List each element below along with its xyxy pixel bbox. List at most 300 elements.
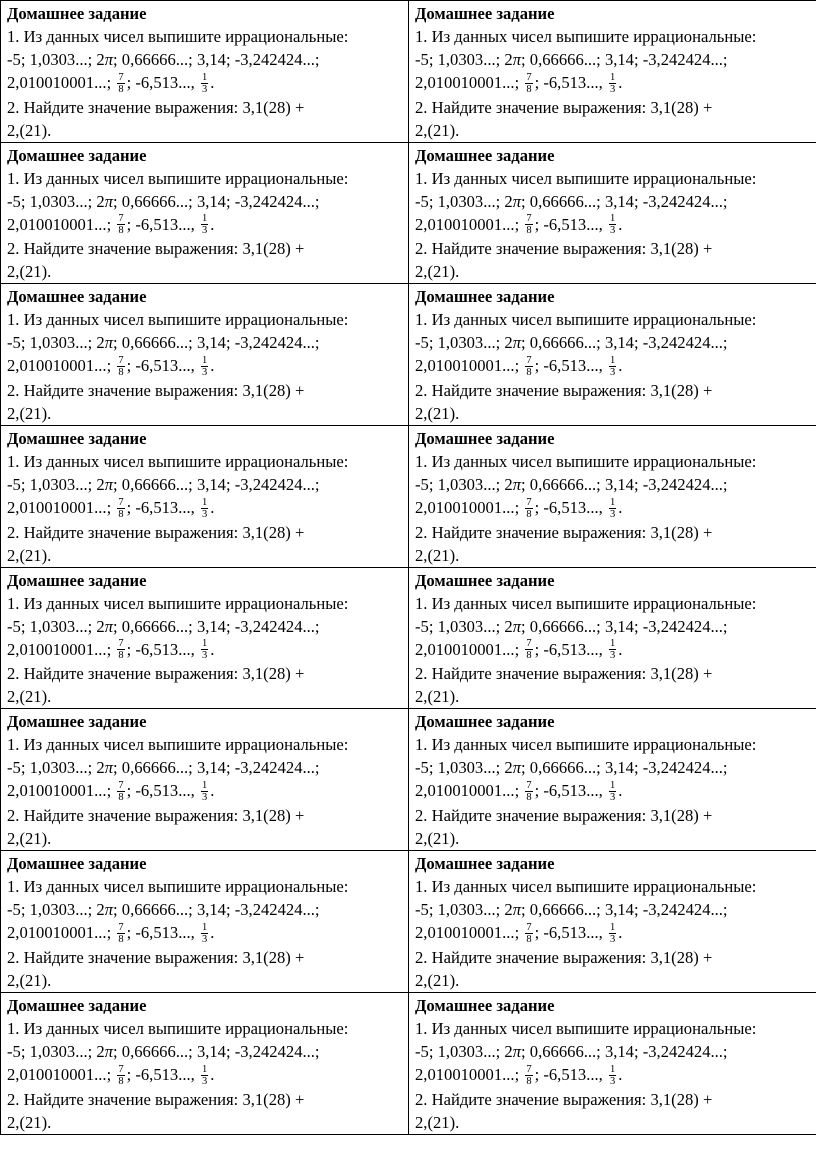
fraction-numerator: 7 xyxy=(118,355,124,367)
task1-numbers-line1 xyxy=(415,331,813,354)
numbers-part: ; 0,66666...; 3,14; -3,242424...; xyxy=(521,191,728,211)
card-title: Домашнее задание xyxy=(415,4,555,23)
task2-line2: 2,(21). xyxy=(415,262,460,282)
task1-numbers-line1 xyxy=(7,331,405,354)
fraction-denominator: 3 xyxy=(609,650,616,662)
fraction-numerator: 7 xyxy=(526,213,532,225)
task1-numbers-line1 xyxy=(7,190,405,213)
numbers-part: -5; 1,0303...; 2 xyxy=(7,900,105,920)
numbers-part: . xyxy=(210,73,215,92)
fraction-numerator: 1 xyxy=(609,355,616,367)
fraction-numerator: 1 xyxy=(609,1063,616,1075)
numbers-part: -5; 1,0303...; 2 xyxy=(415,900,513,920)
fraction-seven-eighths xyxy=(117,213,124,236)
numbers-part: ; -6,513..., xyxy=(534,923,603,943)
homework-card xyxy=(409,567,816,709)
task2-line1: 2. Найдите значение выражения: 3,1(28) + xyxy=(415,381,713,401)
fraction-denominator: 3 xyxy=(609,83,616,95)
numbers-part: -5; 1,0303...; 2 xyxy=(415,50,513,69)
numbers-part: 2,010010001...; xyxy=(415,214,520,234)
card-title: Домашнее задание xyxy=(415,429,555,449)
task1-numbers-line1 xyxy=(415,1040,813,1063)
task2-line1: 2. Найдите значение выражения: 3,1(28) + xyxy=(7,522,305,542)
numbers-part: ; -6,513..., xyxy=(126,639,195,659)
fraction-seven-eighths xyxy=(117,1064,124,1087)
fraction-seven-eighths xyxy=(525,1064,532,1087)
task1-numbers-line1 xyxy=(7,473,405,496)
numbers-part: ; -6,513..., xyxy=(126,356,195,376)
task2-line2: 2,(21). xyxy=(7,404,52,424)
numbers-part: 2,010010001...; xyxy=(415,498,520,518)
task1-numbers-line2 xyxy=(415,921,813,946)
fraction-numerator: 7 xyxy=(526,496,532,508)
pi-symbol: π xyxy=(512,50,522,69)
fraction-one-third xyxy=(201,638,208,661)
fraction-numerator: 7 xyxy=(526,780,532,792)
task2-line1: 2. Найдите значение выражения: 3,1(28) + xyxy=(7,381,305,401)
homework-card xyxy=(409,992,816,1134)
fraction-one-third xyxy=(201,72,208,95)
task2-line2: 2,(21). xyxy=(415,829,460,849)
numbers-part: -5; 1,0303...; 2 xyxy=(7,475,105,495)
task1-numbers-line2 xyxy=(7,71,405,96)
fraction-one-third xyxy=(201,1064,208,1087)
numbers-part: 2,010010001...; xyxy=(7,781,112,801)
numbers-part: -5; 1,0303...; 2 xyxy=(7,333,105,353)
task2-line1: 2. Найдите значение выражения: 3,1(28) + xyxy=(415,97,713,117)
numbers-part: ; 0,66666...; 3,14; -3,242424...; xyxy=(113,900,320,920)
task2-line1: 2. Найдите значение выражения: 3,1(28) + xyxy=(415,947,713,967)
task1-numbers-line2 xyxy=(415,496,813,521)
task2-line1: 2. Найдите значение выражения: 3,1(28) + xyxy=(7,947,305,967)
card-title: Домашнее задание xyxy=(415,287,555,307)
fraction-one-third xyxy=(609,780,616,803)
fraction-seven-eighths xyxy=(117,922,124,945)
numbers-part: . xyxy=(618,923,623,943)
homework-card xyxy=(409,1,816,143)
fraction-numerator: 1 xyxy=(609,496,616,508)
task2-line2: 2,(21). xyxy=(7,1112,52,1132)
fraction-denominator: 8 xyxy=(526,1075,532,1087)
fraction-denominator: 8 xyxy=(526,367,532,379)
numbers-part: -5; 1,0303...; 2 xyxy=(7,616,105,636)
task2-line2: 2,(21). xyxy=(7,120,52,140)
numbers-part: . xyxy=(618,214,623,234)
task1-intro: 1. Из данных чисел выпишите иррациональные: xyxy=(415,877,757,897)
fraction-one-third xyxy=(201,780,208,803)
numbers-part: 2,010010001...; xyxy=(7,498,112,518)
fraction-numerator: 1 xyxy=(201,71,208,83)
card-title: Домашнее задание xyxy=(415,570,555,590)
numbers-part: ; 0,66666...; 3,14; -3,242424...; xyxy=(521,616,728,636)
numbers-part: . xyxy=(210,1064,215,1084)
homework-card xyxy=(409,851,816,993)
numbers-part: ; -6,513..., xyxy=(534,498,603,518)
table-row xyxy=(1,284,816,426)
homework-card xyxy=(1,567,409,709)
table-row xyxy=(1,142,816,284)
task1-numbers-line2 xyxy=(415,71,813,96)
card-title: Домашнее задание xyxy=(415,145,555,165)
fraction-denominator: 8 xyxy=(118,792,124,804)
task2-line1: 2. Найдите значение выражения: 3,1(28) + xyxy=(7,806,305,826)
numbers-part: ; -6,513..., xyxy=(534,214,603,234)
fraction-denominator: 8 xyxy=(526,225,532,237)
fraction-one-third xyxy=(201,497,208,520)
numbers-part: 2,010010001...; xyxy=(415,356,520,376)
numbers-part: -5; 1,0303...; 2 xyxy=(415,475,513,495)
task1-numbers-line1 xyxy=(415,756,813,779)
fraction-numerator: 1 xyxy=(201,213,208,225)
task1-intro: 1. Из данных чисел выпишите иррациональные: xyxy=(7,310,349,330)
task2-line1: 2. Найдите значение выражения: 3,1(28) + xyxy=(415,664,713,684)
numbers-part: ; 0,66666...; 3,14; -3,242424...; xyxy=(113,333,320,353)
task1-numbers-line2 xyxy=(415,354,813,379)
task2-line2: 2,(21). xyxy=(415,1112,460,1132)
numbers-part: . xyxy=(210,781,215,801)
fraction-seven-eighths xyxy=(525,497,532,520)
card-title: Домашнее задание xyxy=(415,712,555,732)
numbers-part: ; -6,513..., xyxy=(126,781,195,801)
task1-intro: 1. Из данных чисел выпишите иррациональные: xyxy=(415,735,757,755)
numbers-part: -5; 1,0303...; 2 xyxy=(415,758,513,778)
pi-symbol: π xyxy=(512,191,522,211)
card-title: Домашнее задание xyxy=(7,429,147,449)
homework-card xyxy=(1,142,409,284)
homework-card xyxy=(409,284,816,426)
task1-numbers-line1 xyxy=(7,615,405,638)
fraction-one-third xyxy=(609,1064,616,1087)
fraction-denominator: 8 xyxy=(526,83,532,95)
pi-symbol: π xyxy=(512,616,522,636)
pi-symbol: π xyxy=(104,900,114,920)
task1-numbers-line2 xyxy=(415,779,813,804)
fraction-denominator: 3 xyxy=(609,792,616,804)
task2-line1: 2. Найдите значение выражения: 3,1(28) + xyxy=(415,239,713,259)
numbers-part: 2,010010001...; xyxy=(415,781,520,801)
homework-card xyxy=(409,709,816,851)
fraction-numerator: 1 xyxy=(201,496,208,508)
fraction-numerator: 7 xyxy=(118,638,124,650)
homework-card xyxy=(1,851,409,993)
task1-intro: 1. Из данных чисел выпишите иррациональные: xyxy=(415,168,757,188)
fraction-denominator: 8 xyxy=(118,367,124,379)
numbers-part: 2,010010001...; xyxy=(7,639,112,659)
task1-numbers-line2 xyxy=(7,213,405,238)
table-row xyxy=(1,851,816,993)
fraction-denominator: 8 xyxy=(526,508,532,520)
task2-line2: 2,(21). xyxy=(7,829,52,849)
task1-numbers-line1 xyxy=(7,756,405,779)
fraction-numerator: 7 xyxy=(526,355,532,367)
fraction-denominator: 3 xyxy=(201,1075,208,1087)
numbers-part: ; -6,513..., xyxy=(534,639,603,659)
fraction-numerator: 7 xyxy=(118,71,124,83)
table-row xyxy=(1,992,816,1134)
task1-numbers-line2 xyxy=(7,638,405,663)
fraction-seven-eighths xyxy=(525,72,532,95)
task1-numbers-line1 xyxy=(415,615,813,638)
numbers-part: 2,010010001...; xyxy=(415,1064,520,1084)
fraction-numerator: 7 xyxy=(118,496,124,508)
numbers-part: 2,010010001...; xyxy=(7,356,112,376)
fraction-denominator: 8 xyxy=(526,933,532,945)
fraction-numerator: 1 xyxy=(201,638,208,650)
numbers-part: ; -6,513..., xyxy=(534,73,603,92)
numbers-part: ; -6,513..., xyxy=(126,1064,195,1084)
task2-line2: 2,(21). xyxy=(415,545,460,565)
numbers-part: ; 0,66666...; 3,14; -3,242424...; xyxy=(113,475,320,495)
table-row xyxy=(1,426,816,568)
pi-symbol: π xyxy=(104,616,114,636)
numbers-part: ; 0,66666...; 3,14; -3,242424...; xyxy=(521,475,728,495)
task1-numbers-line1 xyxy=(415,190,813,213)
card-title: Домашнее задание xyxy=(7,570,147,590)
numbers-part: ; 0,66666...; 3,14; -3,242424...; xyxy=(113,758,320,778)
numbers-part: ; 0,66666...; 3,14; -3,242424...; xyxy=(113,1041,320,1061)
fraction-denominator: 8 xyxy=(118,225,124,237)
fraction-numerator: 1 xyxy=(609,780,616,792)
homework-card xyxy=(409,426,816,568)
fraction-numerator: 7 xyxy=(526,638,532,650)
fraction-numerator: 1 xyxy=(609,921,616,933)
numbers-part: -5; 1,0303...; 2 xyxy=(7,758,105,778)
task2-line2: 2,(21). xyxy=(415,404,460,424)
pi-symbol: π xyxy=(104,1041,114,1061)
task2-line2: 2,(21). xyxy=(7,545,52,565)
numbers-part: . xyxy=(618,781,623,801)
numbers-part: -5; 1,0303...; 2 xyxy=(415,191,513,211)
task1-numbers-line1 xyxy=(415,473,813,496)
task1-intro: 1. Из данных чисел выпишите иррациональные: xyxy=(7,168,349,188)
numbers-part: ; -6,513..., xyxy=(534,356,603,376)
task2-line1: 2. Найдите значение выражения: 3,1(28) + xyxy=(7,664,305,684)
fraction-one-third xyxy=(201,355,208,378)
fraction-numerator: 7 xyxy=(526,1063,532,1075)
fraction-numerator: 7 xyxy=(118,213,124,225)
fraction-seven-eighths xyxy=(117,355,124,378)
fraction-one-third xyxy=(609,497,616,520)
fraction-denominator: 3 xyxy=(609,1075,616,1087)
numbers-part: . xyxy=(618,356,623,376)
fraction-one-third xyxy=(609,922,616,945)
numbers-part: -5; 1,0303...; 2 xyxy=(7,1041,105,1061)
fraction-denominator: 3 xyxy=(201,933,208,945)
fraction-one-third xyxy=(609,72,616,95)
task1-numbers-line2 xyxy=(415,1063,813,1088)
task1-intro: 1. Из данных чисел выпишите иррациональные: xyxy=(415,452,757,472)
fraction-one-third xyxy=(609,213,616,236)
task2-line1: 2. Найдите значение выражения: 3,1(28) + xyxy=(415,522,713,542)
pi-symbol: π xyxy=(104,475,114,495)
fraction-seven-eighths xyxy=(525,355,532,378)
pi-symbol: π xyxy=(104,758,114,778)
fraction-denominator: 8 xyxy=(118,83,124,95)
pi-symbol: π xyxy=(512,758,522,778)
fraction-one-third xyxy=(201,213,208,236)
fraction-denominator: 8 xyxy=(118,933,124,945)
card-title: Домашнее задание xyxy=(7,145,147,165)
fraction-numerator: 1 xyxy=(201,355,208,367)
task1-numbers-line2 xyxy=(7,354,405,379)
numbers-part: ; -6,513..., xyxy=(126,73,195,92)
numbers-part: . xyxy=(210,356,215,376)
task1-intro: 1. Из данных чисел выпишите иррациональные: xyxy=(415,310,757,330)
fraction-denominator: 8 xyxy=(118,1075,124,1087)
fraction-denominator: 3 xyxy=(609,367,616,379)
fraction-denominator: 3 xyxy=(609,933,616,945)
card-title: Домашнее задание xyxy=(415,995,555,1015)
task2-line2: 2,(21). xyxy=(415,970,460,990)
fraction-numerator: 7 xyxy=(526,71,532,83)
fraction-seven-eighths xyxy=(525,638,532,661)
task1-intro: 1. Из данных чисел выпишите иррациональные: xyxy=(7,452,349,472)
task1-numbers-line1 xyxy=(7,898,405,921)
fraction-numerator: 1 xyxy=(609,638,616,650)
numbers-part: ; -6,513..., xyxy=(534,781,603,801)
task1-numbers-line2 xyxy=(415,638,813,663)
numbers-part: 2,010010001...; xyxy=(7,923,112,943)
task2-line2: 2,(21). xyxy=(7,262,52,282)
pi-symbol: π xyxy=(512,333,522,353)
task2-line1: 2. Найдите значение выражения: 3,1(28) + xyxy=(7,239,305,259)
fraction-denominator: 8 xyxy=(118,650,124,662)
task2-line2: 2,(21). xyxy=(415,687,460,707)
numbers-part: -5; 1,0303...; 2 xyxy=(415,1041,513,1061)
fraction-one-third xyxy=(609,638,616,661)
task2-line1: 2. Найдите значение выражения: 3,1(28) + xyxy=(7,1089,305,1109)
fraction-numerator: 7 xyxy=(526,921,532,933)
card-title: Домашнее задание xyxy=(7,4,147,23)
task2-line2: 2,(21). xyxy=(7,687,52,707)
fraction-seven-eighths xyxy=(525,780,532,803)
task1-intro: 1. Из данных чисел выпишите иррациональные: xyxy=(7,593,349,613)
numbers-part: ; 0,66666...; 3,14; -3,242424...; xyxy=(521,758,728,778)
numbers-part: ; 0,66666...; 3,14; -3,242424...; xyxy=(113,191,320,211)
numbers-part: . xyxy=(210,214,215,234)
fraction-one-third xyxy=(609,355,616,378)
homework-card xyxy=(1,709,409,851)
task1-intro: 1. Из данных чисел выпишите иррациональные: xyxy=(415,1018,757,1038)
table-row xyxy=(1,567,816,709)
numbers-part: . xyxy=(618,639,623,659)
card-title: Домашнее задание xyxy=(7,712,147,732)
task1-numbers-line1 xyxy=(7,1040,405,1063)
numbers-part: . xyxy=(618,73,623,92)
numbers-part: -5; 1,0303...; 2 xyxy=(415,333,513,353)
fraction-numerator: 1 xyxy=(609,213,616,225)
pi-symbol: π xyxy=(512,900,522,920)
task2-line1: 2. Найдите значение выражения: 3,1(28) + xyxy=(415,1089,713,1109)
numbers-part: 2,010010001...; xyxy=(7,214,112,234)
homework-cards-body xyxy=(1,1,816,1135)
homework-card xyxy=(1,426,409,568)
fraction-numerator: 1 xyxy=(201,921,208,933)
task1-numbers-line1 xyxy=(415,48,813,71)
numbers-part: . xyxy=(210,923,215,943)
pi-symbol: π xyxy=(512,1041,522,1061)
numbers-part: ; 0,66666...; 3,14; -3,242424...; xyxy=(521,1041,728,1061)
fraction-seven-eighths xyxy=(525,213,532,236)
fraction-denominator: 3 xyxy=(201,83,208,95)
numbers-part: ; -6,513..., xyxy=(126,498,195,518)
card-title: Домашнее задание xyxy=(7,854,147,874)
numbers-part: ; -6,513..., xyxy=(534,1064,603,1084)
homework-card xyxy=(1,1,409,143)
task1-numbers-line2 xyxy=(7,779,405,804)
fraction-denominator: 3 xyxy=(201,650,208,662)
fraction-seven-eighths xyxy=(117,497,124,520)
pi-symbol: π xyxy=(104,50,114,69)
numbers-part: ; -6,513..., xyxy=(126,214,195,234)
fraction-denominator: 8 xyxy=(118,508,124,520)
task1-intro: 1. Из данных чисел выпишите иррациональные: xyxy=(7,27,349,46)
fraction-numerator: 7 xyxy=(118,1063,124,1075)
numbers-part: 2,010010001...; xyxy=(415,923,520,943)
fraction-denominator: 3 xyxy=(201,225,208,237)
fraction-denominator: 3 xyxy=(201,508,208,520)
task2-line2: 2,(21). xyxy=(415,120,460,140)
numbers-part: ; -6,513..., xyxy=(126,923,195,943)
fraction-numerator: 1 xyxy=(201,1063,208,1075)
numbers-part: -5; 1,0303...; 2 xyxy=(7,191,105,211)
numbers-part: . xyxy=(618,1064,623,1084)
fraction-numerator: 7 xyxy=(118,780,124,792)
task1-numbers-line2 xyxy=(415,213,813,238)
fraction-numerator: 1 xyxy=(609,71,616,83)
task1-intro: 1. Из данных чисел выпишите иррациональные: xyxy=(415,27,757,46)
fraction-denominator: 3 xyxy=(201,792,208,804)
card-title: Домашнее задание xyxy=(415,854,555,874)
task1-numbers-line2 xyxy=(7,496,405,521)
numbers-part: -5; 1,0303...; 2 xyxy=(415,616,513,636)
homework-card xyxy=(409,142,816,284)
task1-numbers-line2 xyxy=(7,921,405,946)
numbers-part: ; 0,66666...; 3,14; -3,242424...; xyxy=(113,616,320,636)
fraction-denominator: 3 xyxy=(201,367,208,379)
numbers-part: ; 0,66666...; 3,14; -3,242424...; xyxy=(521,900,728,920)
card-title: Домашнее задание xyxy=(7,287,147,307)
numbers-part: 2,010010001...; xyxy=(415,639,520,659)
numbers-part: ; 0,66666...; 3,14; -3,242424...; xyxy=(521,50,728,69)
task1-intro: 1. Из данных чисел выпишите иррациональные: xyxy=(7,1018,349,1038)
fraction-denominator: 3 xyxy=(609,508,616,520)
numbers-part: . xyxy=(618,498,623,518)
fraction-seven-eighths xyxy=(525,922,532,945)
numbers-part: 2,010010001...; xyxy=(7,73,112,92)
task2-line1: 2. Найдите значение выражения: 3,1(28) + xyxy=(7,97,305,117)
task1-intro: 1. Из данных чисел выпишите иррациональные: xyxy=(415,593,757,613)
task1-numbers-line1 xyxy=(415,898,813,921)
fraction-one-third xyxy=(201,922,208,945)
fraction-denominator: 8 xyxy=(526,650,532,662)
table-row xyxy=(1,709,816,851)
task2-line2: 2,(21). xyxy=(7,970,52,990)
numbers-part: ; 0,66666...; 3,14; -3,242424...; xyxy=(521,333,728,353)
numbers-part: . xyxy=(210,498,215,518)
fraction-numerator: 7 xyxy=(118,921,124,933)
fraction-seven-eighths xyxy=(117,780,124,803)
homework-card xyxy=(1,992,409,1134)
pi-symbol: π xyxy=(512,475,522,495)
fraction-denominator: 3 xyxy=(609,225,616,237)
table-row xyxy=(1,1,816,143)
fraction-seven-eighths xyxy=(117,72,124,95)
numbers-part: -5; 1,0303...; 2 xyxy=(7,50,105,69)
task1-intro: 1. Из данных чисел выпишите иррациональные: xyxy=(7,877,349,897)
numbers-part: ; 0,66666...; 3,14; -3,242424...; xyxy=(113,50,320,69)
task2-line1: 2. Найдите значение выражения: 3,1(28) + xyxy=(415,806,713,826)
